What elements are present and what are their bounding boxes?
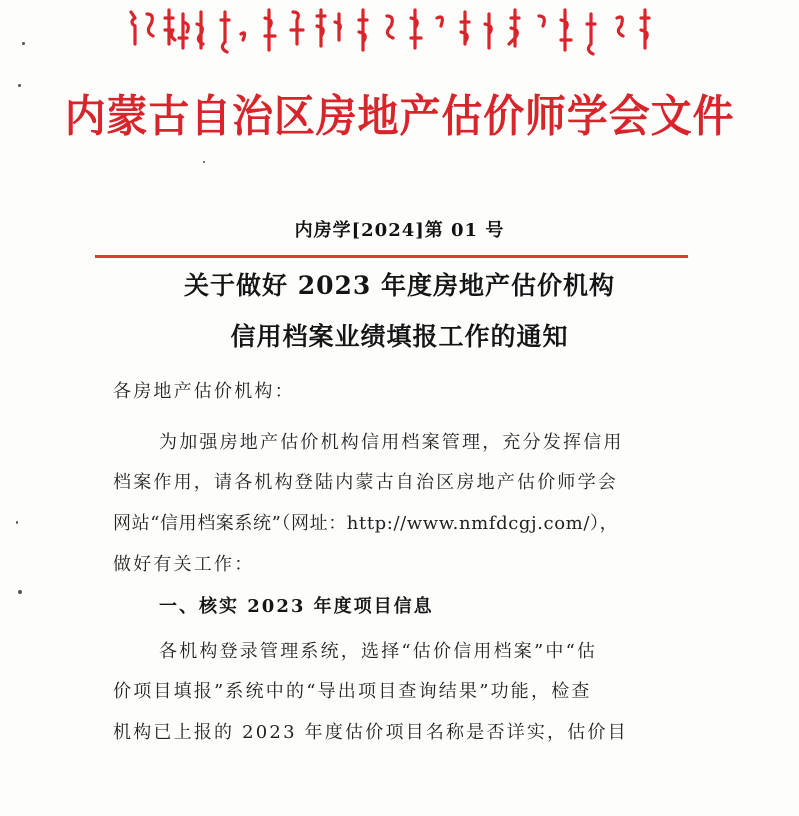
- notice-title-line-2: 信用档案业绩填报工作的通知: [230, 322, 569, 351]
- salutation: 各房地产估价机构：: [113, 381, 295, 402]
- paragraph-line: 机构已上报的 2023 年度估价项目名称是否详实，估价目: [113, 722, 628, 743]
- mongolian-script-masthead: [125, 4, 665, 62]
- paragraph-line: 档案作用，请各机构登陆内蒙古自治区房地产估价师学会: [113, 472, 618, 493]
- paragraph-line: 价项目填报”系统中的“导出项目查询结果”功能，检查: [113, 681, 592, 702]
- masthead-title: 内蒙古自治区房地产估价师学会文件: [64, 91, 735, 142]
- paragraph-line: 做好有关工作：: [113, 554, 255, 575]
- notice-title-line-1: 关于做好 2023 年度房地产估价机构: [184, 271, 615, 300]
- document-number: 内房学[2024]第 01 号: [294, 220, 505, 241]
- scan-speck: [18, 590, 22, 594]
- paragraph-line: 为加强房地产估价机构信用档案管理，充分发挥信用: [159, 432, 624, 453]
- red-divider-line: [95, 255, 688, 258]
- scan-speck: [18, 84, 21, 87]
- scan-speck: [203, 161, 205, 163]
- paragraph-line-with-url: 网站“信用档案系统”（网址：http://www.nmfdcgj.com/），: [113, 513, 619, 534]
- section-heading-1: 一、核实 2023 年度项目信息: [159, 596, 434, 617]
- scan-speck: [16, 521, 18, 524]
- scan-speck: [22, 42, 25, 45]
- paragraph-line: 各机构登录管理系统，选择“估价信用档案”中“估: [159, 641, 598, 662]
